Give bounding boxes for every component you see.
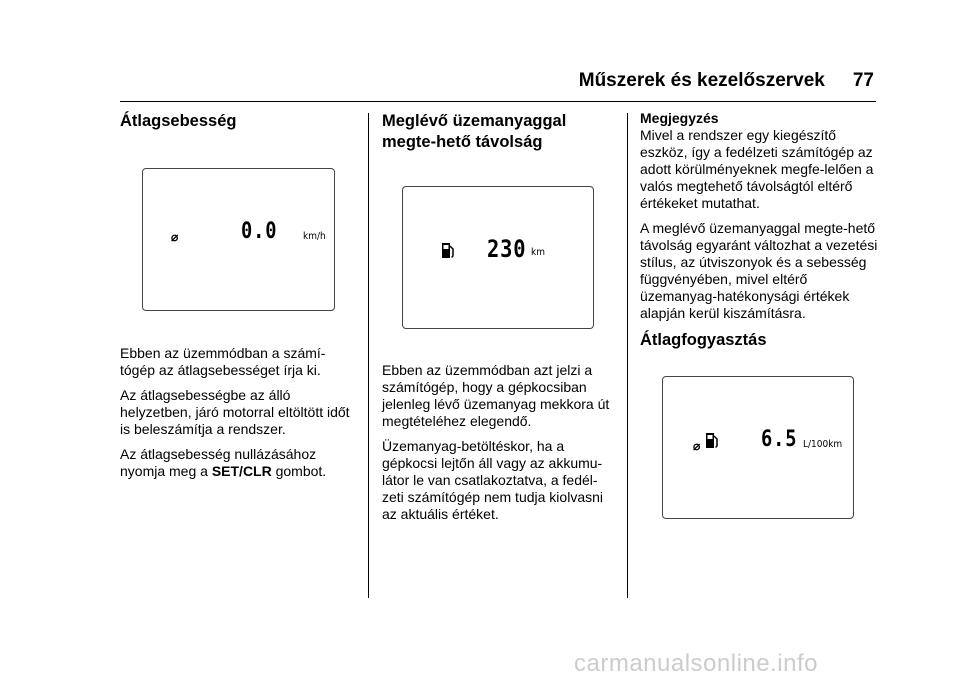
average-consumption-display (662, 376, 854, 519)
average-speed-display (142, 168, 335, 311)
paragraph: Az átlagsebességbe az álló helyzetben, járó motorral eltöltött időt is beleszámítja a rendszer. (120, 387, 350, 437)
average-consumption-value: 6.5 (761, 427, 798, 452)
column-divider-2 (627, 113, 628, 598)
paragraph: Üzemanyag-betöltéskor, ha a gépkocsi lejtőn áll vagy az akkumu-látor le van csatlakoztatva, a fedél-zeti számítógép nem tudja kiolvasni az aktuális értéket. (382, 438, 603, 522)
column-divider-1 (368, 113, 369, 598)
average-consumption-unit: L/100km (803, 439, 843, 450)
column-2-text (382, 362, 616, 531)
fuel-pump-icon (705, 431, 719, 449)
watermark: carmanualsonline.info (574, 650, 818, 677)
heading-average-speed: Átlagsebesség (120, 112, 237, 130)
column-3-text (640, 110, 880, 351)
section-title: Műszerek és kezelőszervek (578, 70, 825, 91)
average-speed-unit: km/h (303, 231, 326, 242)
note-paragraph: Mivel a rendszer egy kiegészítő eszköz, így a fedélzeti számítógép az adott körülményeknek megfe-lelően a valós megtehető távolságtól eltérő értékeket mutathat. (640, 127, 874, 211)
set-clr-button-name: SET/CLR (211, 463, 272, 479)
heading-range: Meglévő üzemanyaggal megte-hető távolság (382, 112, 567, 151)
paragraph: Ebben az üzemmódban a számí-tógép az átlagsebességet írja ki. (120, 345, 326, 378)
range-unit: km (531, 247, 545, 258)
paragraph: Az átlagsebesség nullázásához nyomja meg a SET/CLR gombot. (120, 446, 327, 479)
paragraph: A meglévő üzemanyaggal megte-hető távolság egyaránt változhat a vezetési stílus, az útviszonyok és a sebesség függvényében, mivel eltérő üzemanyag-hatékonysági értékek alapján kerül kiszámításra. (640, 220, 878, 321)
average-speed-value: 0.0 (241, 219, 278, 244)
page-number: 77 (852, 70, 874, 91)
average-symbol-icon: ⌀ (693, 439, 701, 453)
page-header (579, 68, 874, 94)
note-heading: Megjegyzés (640, 110, 719, 126)
range-display (402, 186, 594, 329)
heading-average-consumption: Átlagfogyasztás (640, 331, 767, 349)
range-value: 230 (487, 235, 527, 263)
paragraph: Ebben az üzemmódban azt jelzi a számítógép, hogy a gépkocsiban jelenleg lévő üzemanyag mekkora út megtételéhez elegendő. (382, 362, 610, 429)
average-symbol-icon: ⌀ (171, 230, 179, 244)
fuel-pump-icon (441, 241, 455, 259)
header-divider (120, 101, 876, 102)
column-2 (382, 111, 614, 153)
column-1-text (120, 345, 352, 488)
column-1 (120, 111, 350, 132)
